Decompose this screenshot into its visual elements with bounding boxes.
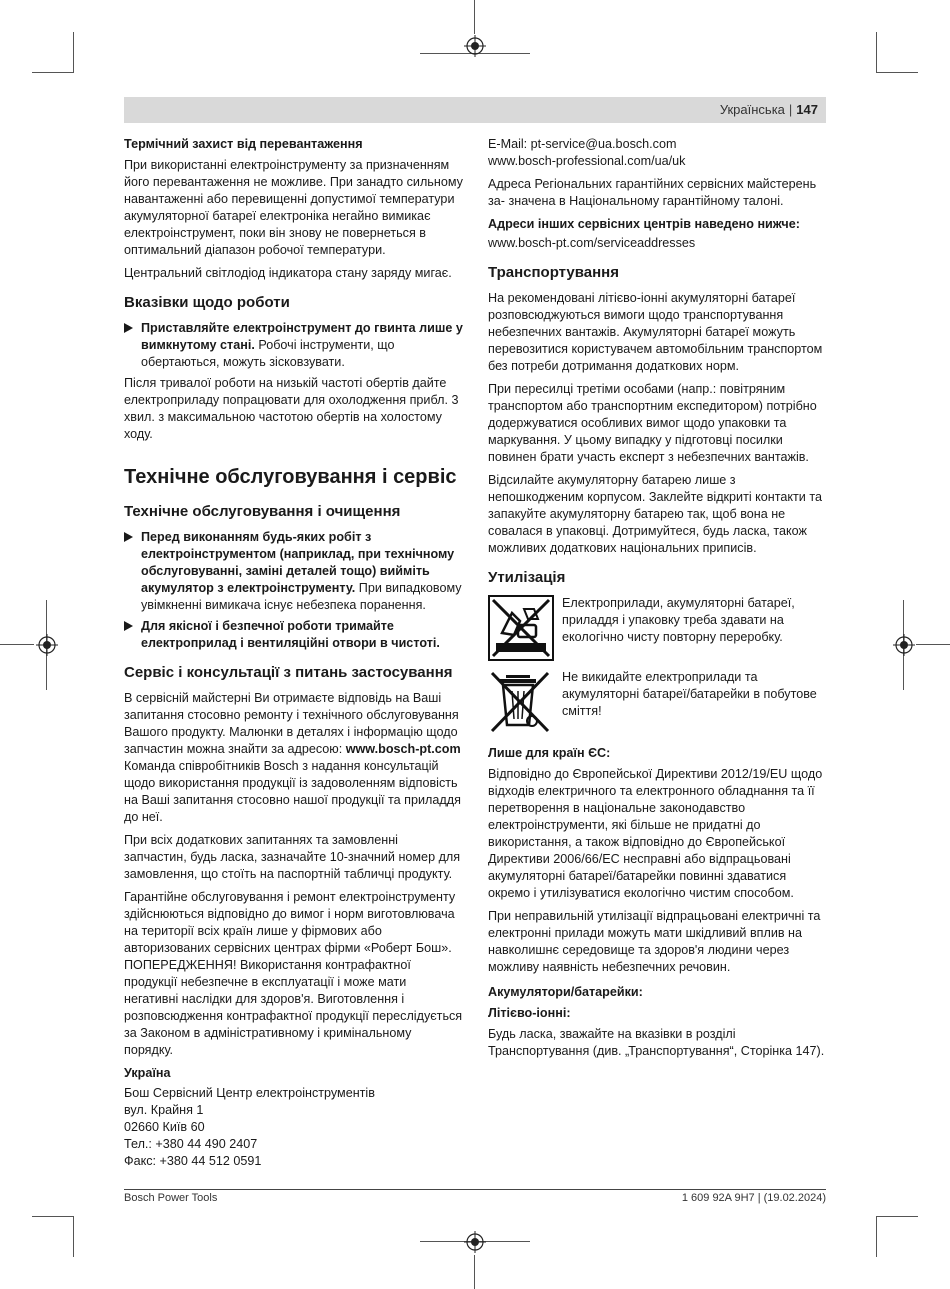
eu-paragraph-2: При неправильній утилізації відпрацьовані електричні та електронні прилади можуть мати шкідливий вплив на навколишнє середовище та здоров'я людини через можливу наявність небезпечних речовин. xyxy=(488,909,821,974)
service-paragraph-3: Гарантійне обслуговування і ремонт електроінструменту здійснюються відповідно до вимог і норм виготовлювача на території всіх країн лише у фірмових або авторизованих сервісних центрах фірми «Роберт Бош». ПОПЕРЕДЖЕННЯ! Використання контрафактної продукції небезпечне в експлуатації і може мати негативні наслідки для здоров'я. Виготовлення і розповсюдження контрафактної продукції переслідується за Законом в адміністративному і кримінальному порядку. xyxy=(124,890,463,1057)
transport-paragraph-2: При пересилці третіми особами (напр.: повітряним транспортом або транспортним експедитором) потрібно додержуватися особливих вимог щодо упаковки та маркування. У цьому випадку у підготовці посилки повинен брати участь експерт з небезпечних вантажів. xyxy=(488,382,817,464)
maintenance-bullet-2-bold: Для якісної і безпечної роботи тримайте електроприлад і вентиляційні отвори в чистоті. xyxy=(141,619,440,650)
service-paragraph-1 xyxy=(124,690,464,826)
work-bullet xyxy=(124,320,464,371)
address-phone: Тел.: +380 44 490 2407 xyxy=(124,1137,258,1151)
crop-mark xyxy=(32,72,74,73)
crossed-bin-icon xyxy=(488,669,554,735)
ukraine-address xyxy=(124,1065,464,1170)
crop-mark xyxy=(916,644,950,645)
country-label: Україна xyxy=(124,1066,171,1080)
contact-website[interactable]: www.bosch-professional.com/ua/uk xyxy=(488,154,686,168)
crop-mark xyxy=(876,72,918,73)
maintenance-bullet-1-text: При випадковому увімкненні вимикача існує небезпека поранення. xyxy=(141,581,462,612)
address-fax: Факс: +380 44 512 0591 xyxy=(124,1154,262,1168)
address-line: 02660 Київ 60 xyxy=(124,1120,205,1134)
liion-title: Літієво-іонні: xyxy=(488,1006,571,1020)
crop-mark xyxy=(32,1216,74,1217)
service-paragraph-1b: Команда співробітників Bosch з надання консультацій щодо використання продукції із задоволенням відповість на Ваші запитання стосовно нашої продукції та приладдя до неї. xyxy=(124,759,461,824)
crop-mark xyxy=(474,1255,475,1289)
other-centers-url[interactable]: www.bosch-pt.com/serviceaddresses xyxy=(488,236,696,250)
other-centers-label: Адреси інших сервісних центрів наведено нижче: xyxy=(488,217,800,231)
crop-mark xyxy=(73,32,74,72)
right-column xyxy=(488,136,828,1066)
maintenance-bullet-1 xyxy=(124,529,464,614)
bin-text: Не викидайте електроприлади та акумуляторні батареї/батарейки в побутове сміття! xyxy=(562,670,817,718)
transport-title: Транспортування xyxy=(488,264,619,281)
service-paragraph-2: При всіх додаткових запитаннях та замовленні запчастин, будь ласка, зазначайте 10-значний номер для замовлення, що стоїть на паспортній табличці продукту. xyxy=(124,833,461,881)
page-number: 147 xyxy=(796,102,818,117)
thermal-protection-title: Термічний захист від перевантаження xyxy=(124,137,363,151)
disposal-recycling-row xyxy=(488,595,828,661)
service-url-link[interactable]: www.bosch-pt.com xyxy=(345,742,461,756)
work-paragraph: Після тривалої роботи на низькій частоті обертів дайте електроприладу попрацювати для охолодження прибл. 3 хвил. з максимальною частотою обертів на холостому ходу. xyxy=(124,376,459,441)
batteries-title: Акумулятори/батарейки: xyxy=(488,985,643,999)
service-consultation-title: Сервіс і консультації з питань застосування xyxy=(124,664,453,681)
header-language: Українська xyxy=(719,102,785,117)
maintenance-bullet-1-bold: Перед виконанням будь-яких робіт з електроінструментом (наприклад, при технічному обслуговуванні, заміні деталей тощо) вийміть акумулятор з електроінструменту. xyxy=(141,530,455,595)
contact-email[interactable]: E-Mail: pt-service@ua.bosch.com xyxy=(488,137,677,151)
eu-only-title: Лише для країн ЄС: xyxy=(488,746,611,760)
work-instructions-title: Вказівки щодо роботи xyxy=(124,294,290,311)
registration-mark-icon xyxy=(464,35,486,57)
bullet-arrow-icon xyxy=(124,323,133,333)
crop-mark xyxy=(474,0,475,34)
disposal-bin-row xyxy=(488,669,828,735)
footer-brand: Bosch Power Tools xyxy=(124,1192,218,1204)
address-line: Бош Сервісний Центр електроінструментів xyxy=(124,1086,375,1100)
maintenance-service-heading: Технічне обслуговування і сервіс xyxy=(124,466,457,488)
registration-mark-icon xyxy=(36,634,58,656)
header-text xyxy=(720,102,818,117)
address-line: вул. Крайня 1 xyxy=(124,1103,204,1117)
crop-mark xyxy=(73,1217,74,1257)
footer-divider xyxy=(124,1189,826,1190)
header-separator: | xyxy=(788,102,793,117)
bullet-arrow-icon xyxy=(124,621,133,631)
thermal-paragraph-2: Центральний світлодіод індикатора стану заряду мигає. xyxy=(124,266,452,280)
page-header xyxy=(124,97,826,123)
thermal-paragraph-1: При використанні електроінструменту за призначенням його перевантаження не можливе. При занадто сильному навантаженні або перевищенні допустимої температури акумуляторної батареї електроніка негайно вимикає електроінструмент, поки він знову не повернеться в оптимальний діапазон робочої температури. xyxy=(124,158,463,257)
crop-mark xyxy=(876,32,877,72)
liion-paragraph: Будь ласка, зважайте на вказівки в розділі Транспортування (див. „Транспортування“, Сторінка 147). xyxy=(488,1027,825,1058)
transport-paragraph-3: Відсилайте акумуляторну батарею лише з непошкодженим корпусом. Заклейте відкриті контакти та запакуйте акумуляторну батарею так, щоб вона не совалася в упаковці. Дотримуйтеся, будь ласка, також можливих додаткових національних приписів. xyxy=(488,473,822,555)
left-column xyxy=(124,136,464,1170)
eu-paragraph-1: Відповідно до Європейської Директиви 2012/19/EU щодо відходів електричного та електронного обладнання та її перетворення в національне законодавство електроінструменти, які більше не придатні до використання, а також відповідно до Європейської Директиви 2006/66/EC несправні або відпрацьовані акумуляторні батареї/батарейки повинні здаватися окремо і утилізуватися екологічно чистим способом. xyxy=(488,767,823,900)
registration-mark-icon xyxy=(464,1231,486,1253)
recycling-icon xyxy=(488,595,554,661)
footer-doc-number: 1 609 92A 9H7 | (19.02.2024) xyxy=(681,1192,826,1204)
disposal-title: Утилізація xyxy=(488,569,566,586)
regional-centers-paragraph: Адреса Регіональних гарантійних сервісних майстерень за- значена в Національному гарантійному талоні. xyxy=(488,177,817,208)
transport-paragraph-1: На рекомендовані літієво-іонні акумуляторні батареї розповсюджуються вимоги щодо транспортування небезпечних вантажів. Акумуляторні батареї можуть перевозитися користувачем автомобільним транспортом без потреби дотримання додаткових норм. xyxy=(488,291,823,373)
maintenance-bullet-2 xyxy=(124,618,464,652)
bullet-arrow-icon xyxy=(124,532,133,542)
crop-mark xyxy=(876,1216,918,1217)
registration-mark-icon xyxy=(893,634,915,656)
work-bullet-bold: Приставляйте електроінструмент до гвинта лише у вимкнутому стані. xyxy=(141,321,463,352)
work-bullet-text: Робочі інструменти, що обертаються, можуть зісковзувати. xyxy=(141,338,395,369)
recycling-text: Електроприлади, акумуляторні батареї, приладдя і упаковку треба здавати на екологічно чисту повторну переробку. xyxy=(562,596,795,644)
crop-mark xyxy=(876,1217,877,1257)
crop-mark xyxy=(0,644,34,645)
service-paragraph-1a: В сервісній майстерні Ви отримаєте відповідь на Ваші запитання стосовно ремонту і технічного обслуговування Вашого продукту. Малюнки в деталях і інформацію щодо запчастин можна знайти за адресою: xyxy=(124,691,459,756)
maintenance-cleaning-title: Технічне обслуговування і очищення xyxy=(124,503,401,520)
